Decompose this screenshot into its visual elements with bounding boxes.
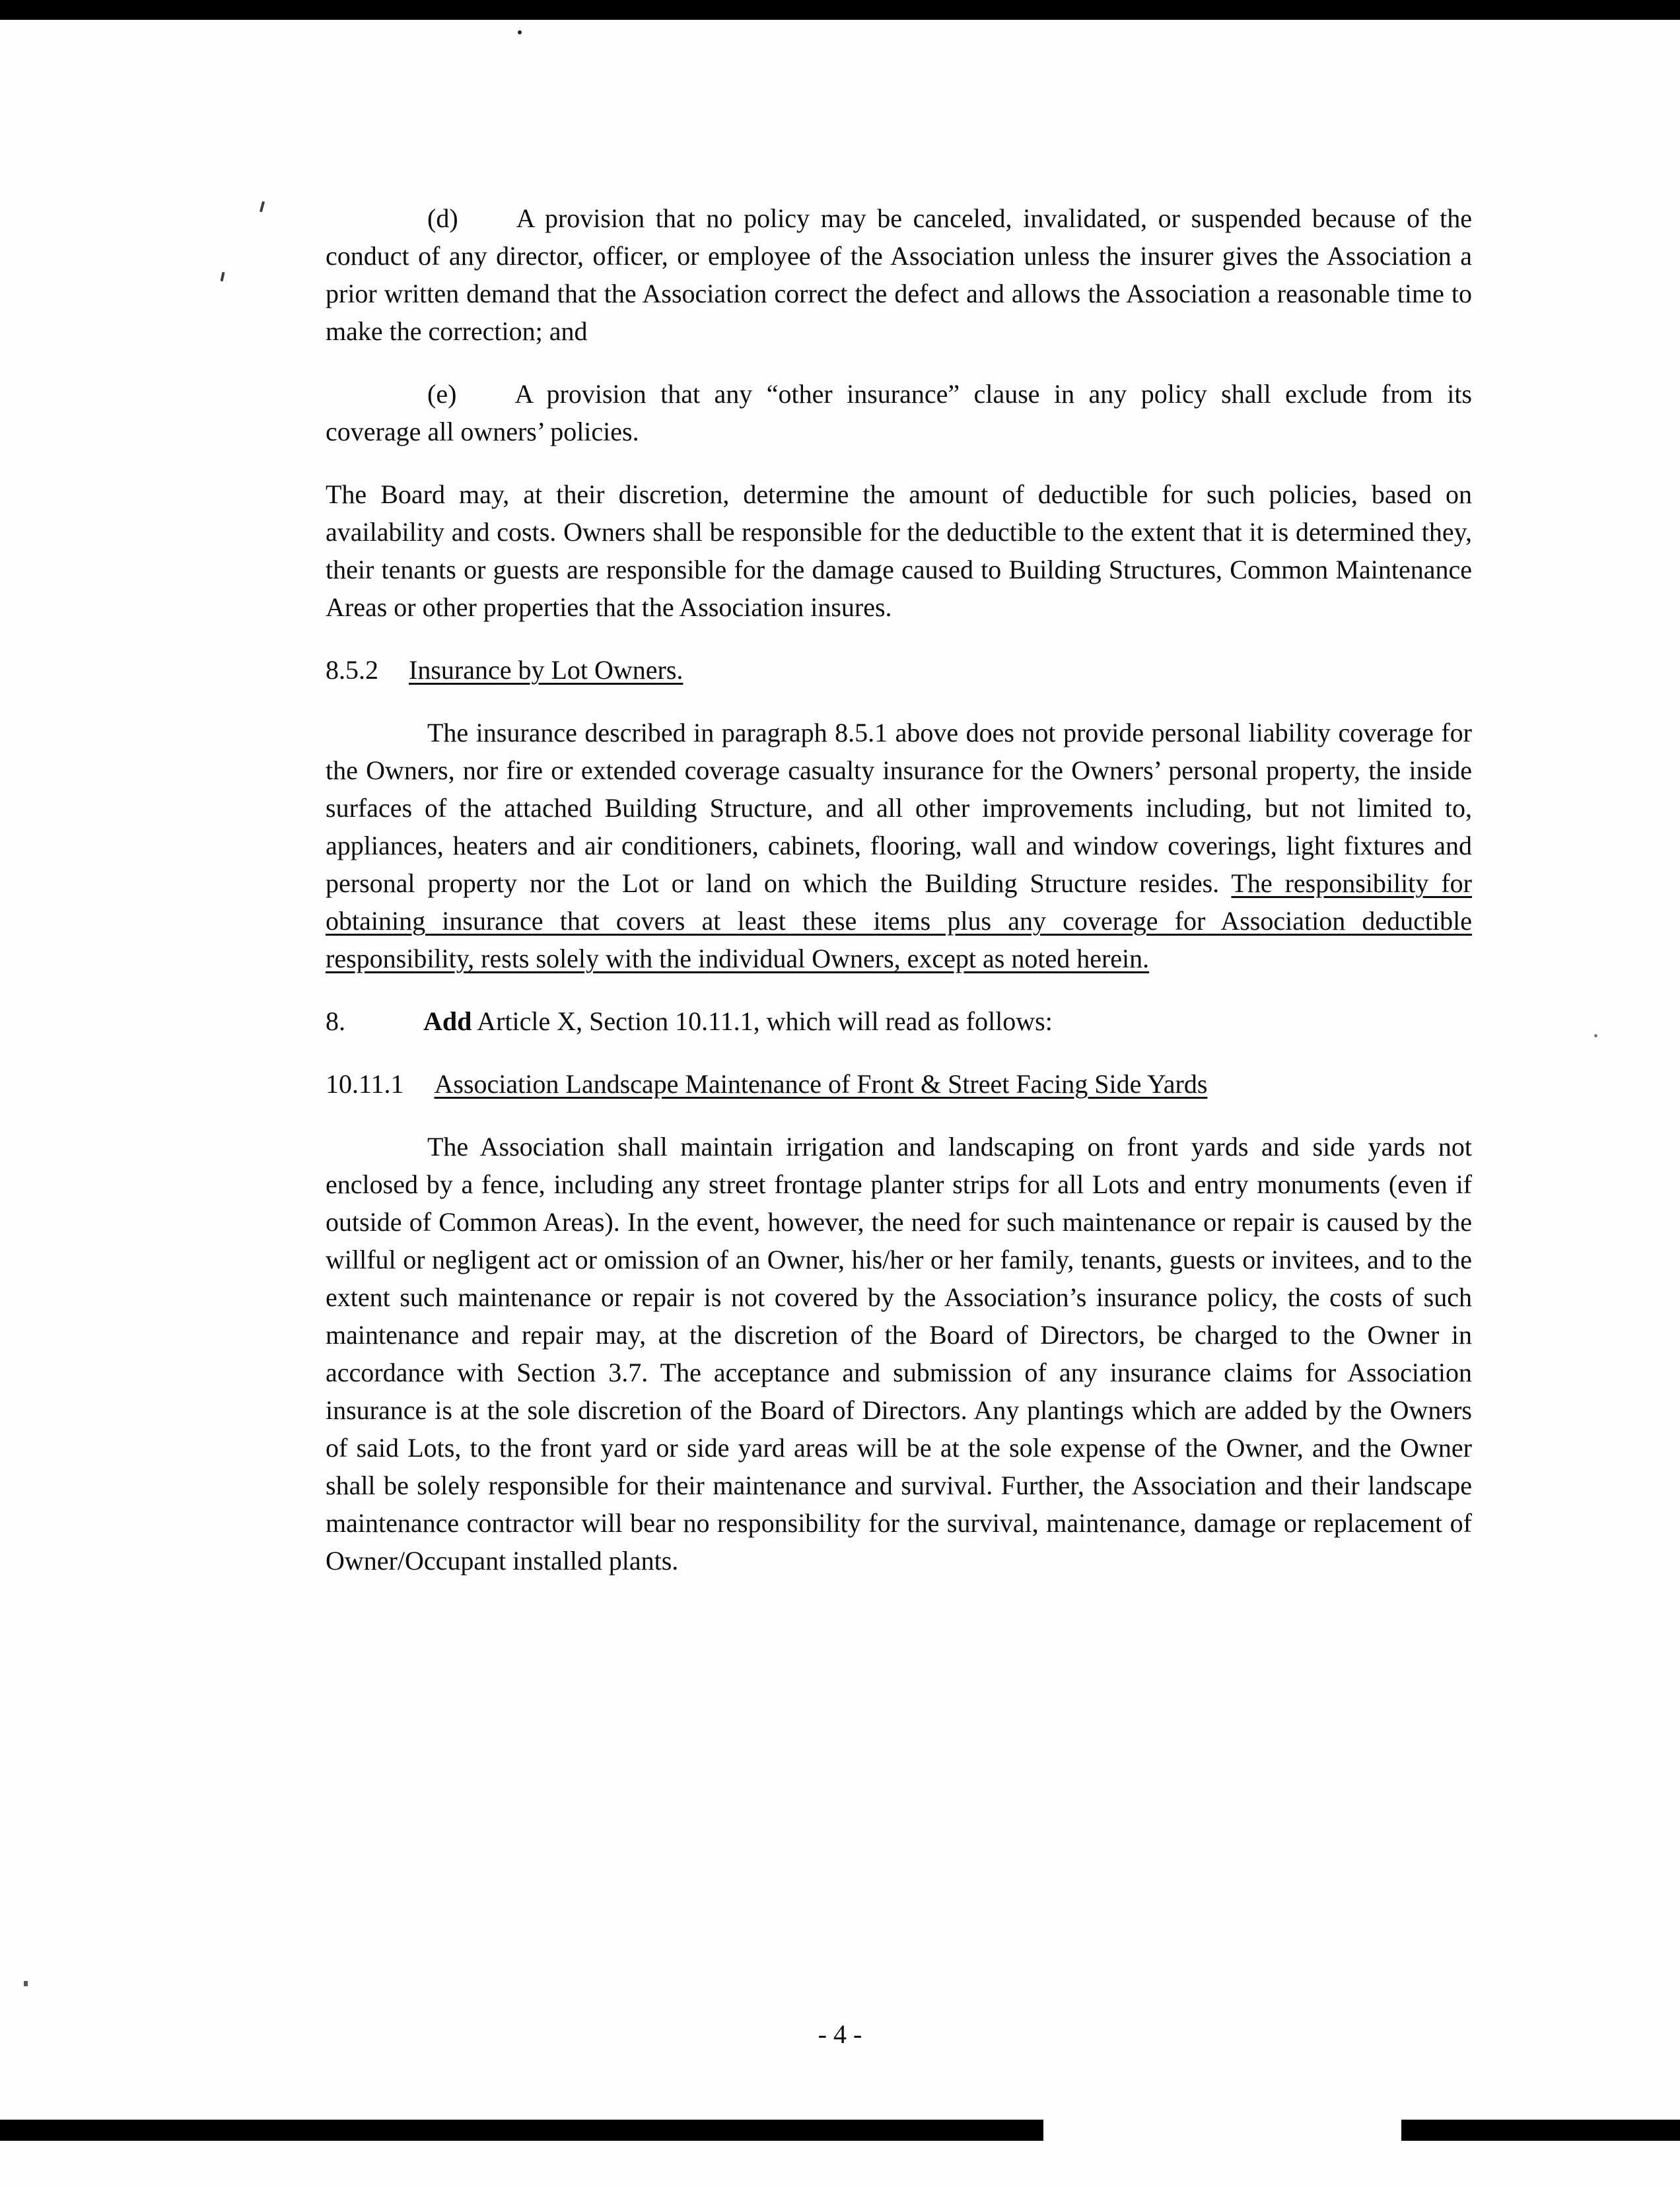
scan-artifact-bottom-bar-right bbox=[1401, 2120, 1680, 2141]
clause-e-paragraph bbox=[326, 375, 1472, 450]
amendment-item-8 bbox=[326, 1002, 1472, 1040]
clause-d-paragraph bbox=[326, 199, 1472, 350]
section-title-8-5-2: Insurance by Lot Owners. bbox=[409, 655, 683, 685]
insurance-lot-owners-paragraph bbox=[326, 714, 1472, 977]
clause-e-text: A provision that any “other insurance” clause in any policy shall exclude from its coverage all owners’ policies. bbox=[326, 379, 1472, 446]
scan-artifact-mark bbox=[221, 272, 225, 282]
scan-artifact-dot bbox=[1594, 1034, 1597, 1037]
section-number-10-11-1: 10.11.1 bbox=[326, 1069, 404, 1099]
scan-artifact-mark bbox=[24, 1981, 28, 1986]
section-title-10-11-1: Association Landscape Maintenance of Front & Street Facing Side Yards bbox=[434, 1069, 1208, 1099]
item-8-action: Add bbox=[423, 1006, 472, 1036]
document-content bbox=[326, 199, 1472, 1605]
scan-artifact-dot bbox=[518, 30, 522, 34]
item-8-number: 8. bbox=[326, 1006, 345, 1036]
clause-d-label: (d) bbox=[427, 203, 458, 233]
clause-d-text: A provision that no policy may be canceled, invalidated, or suspended because of the conduct of any director, officer, or employee of the Association unless the insurer gives the Association a prior written demand that the Association correct the defect and allows the Association a reasonable time to make the correction; and bbox=[326, 203, 1472, 346]
insurance-responsibility-underlined-text: The responsibility for obtaining insurance that covers at least these items plus any coverage for Association deductible responsibility, rests solely with the individual Owners, except as noted herein. bbox=[326, 868, 1472, 973]
item-8-text: Article X, Section 10.11.1, which will read as follows: bbox=[472, 1006, 1053, 1036]
landscape-maintenance-paragraph: The Association shall maintain irrigation and landscaping on front yards and side yards not enclosed by a fence, including any street frontage planter strips for all Lots and entry monuments (even if outside of Common Areas). In the event, however, the need for such maintenance or repair is caused by the willful or negligent act or omission of an Owner, his/her or her family, tenants, guests or invitees, and to the extent such maintenance or repair is not covered by the Association’s insurance policy, the costs of such maintenance and repair may, at the discretion of the Board of Directors, be charged to the Owner in accordance with Section 3.7. The acceptance and submission of any insurance claims for Association insurance is at the sole discretion of the Board of Directors. Any plantings which are added by the Owners of said Lots, to the front yard or side yard areas will be at the sole expense of the Owner, and the Owner shall be solely responsible for their maintenance and survival. Further, the Association and their landscape maintenance contractor will bear no responsibility for the survival, maintenance, damage or replacement of Owner/Occupant installed plants. bbox=[326, 1132, 1472, 1576]
scan-artifact-mark bbox=[260, 201, 265, 212]
scan-artifact-bottom-bar-left bbox=[0, 2120, 1043, 2141]
scan-artifact-top-bar bbox=[0, 0, 1680, 20]
insurance-lot-owners-text: The insurance described in paragraph 8.5.1 above does not provide personal liability coverage for the Owners, nor fire or extended coverage casualty insurance for the Owners’ personal property, the inside surfaces of the attached Building Structure, and all other improvements including, but not limited to, appliances, heaters and air conditioners, cabinets, flooring, wall and window coverings, light fixtures and personal property nor the Lot or land on which the Building Structure resides. bbox=[326, 718, 1472, 898]
board-deductible-paragraph: The Board may, at their discretion, determine the amount of deductible for such policies, based on availability and costs. Owners shall be responsible for the deductible to the extent that it is determined they, their tenants or guests are responsible for the damage caused to Building Structures, Common Maintenance Areas or other properties that the Association insures. bbox=[326, 479, 1472, 622]
section-number-8-5-2: 8.5.2 bbox=[326, 655, 378, 685]
section-heading-8-5-2 bbox=[326, 651, 1472, 689]
page-number: - 4 - bbox=[818, 2019, 862, 2049]
section-heading-10-11-1 bbox=[326, 1065, 1472, 1103]
clause-e-label: (e) bbox=[427, 379, 457, 409]
